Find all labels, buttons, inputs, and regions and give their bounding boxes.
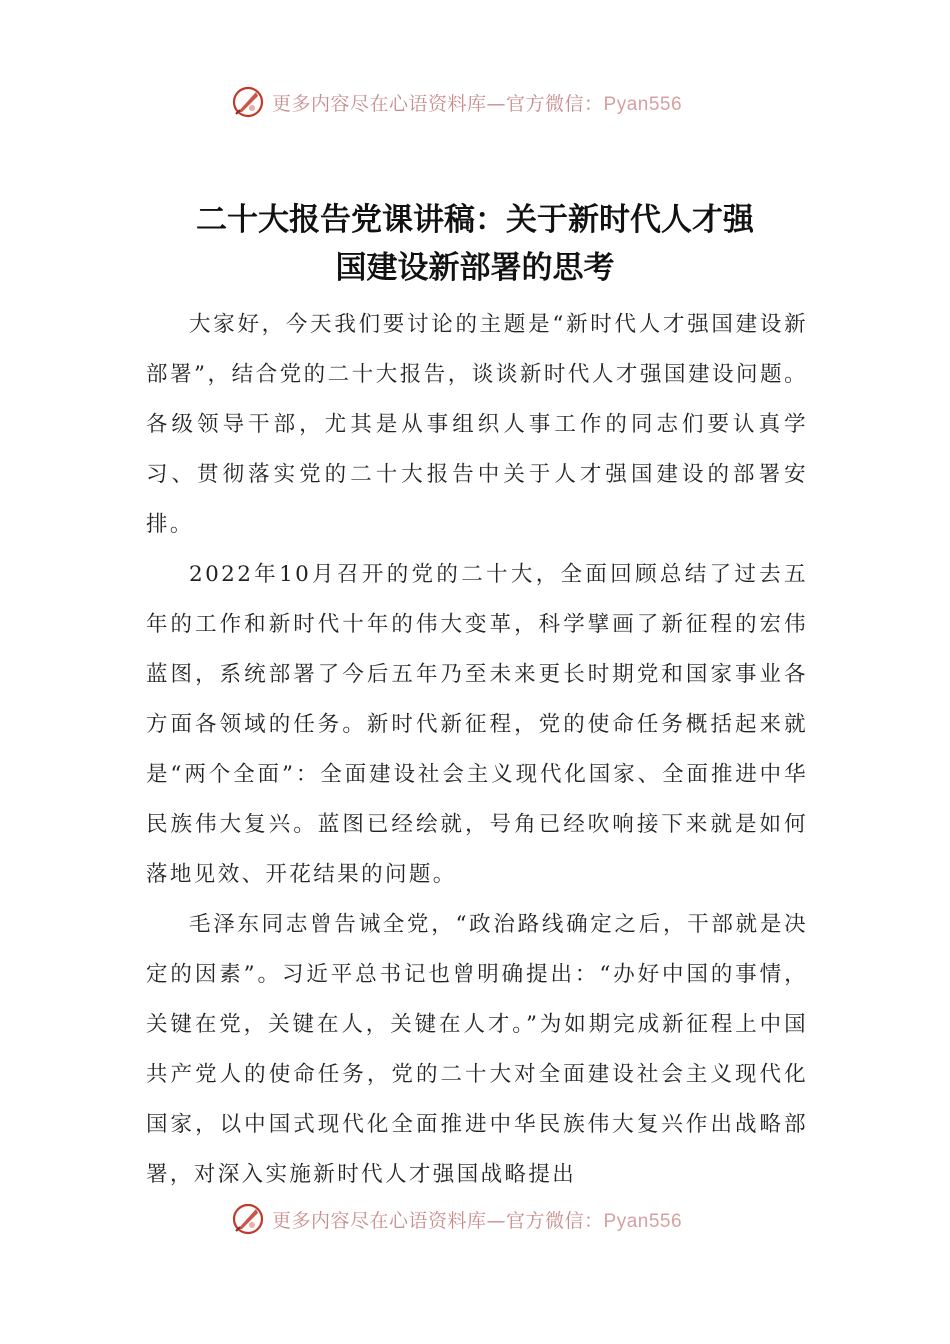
document-body (146, 300, 808, 1200)
title-line-1: 二十大报告党课讲稿：关于新时代人才强 (196, 202, 754, 238)
header-watermark (230, 82, 750, 122)
paragraph-1: 大家好，今天我们要讨论的主题是“新时代人才强国建设新部署”，结合党的二十大报告，谈谈新时代人才强国建设问题。各级领导干部，尤其是从事组织人事工作的同志们要认真学习、贯彻落实党的二十大报告中关于人才强国建设的部署安排。 (146, 312, 808, 537)
paragraph-3: 毛泽东同志曾告诫全党，“政治路线确定之后，干部就是决定的因素”。习近平总书记也曾明确提出：“办好中国的事情，关键在党，关键在人，关键在人才。”为如期完成新征程上中国共产党人的使命任务，党的二十大对全面建设社会主义现代化国家，以中国式现代化全面推进中华民族伟大复兴作出战略部署，对深入实施新时代人才强国战略提出 (146, 912, 808, 1187)
title-line-2: 国建设新部署的思考 (335, 250, 615, 286)
quill-logo-icon (230, 1202, 266, 1236)
document-title (140, 196, 810, 292)
paragraph-2: 2022年10月召开的党的二十大，全面回顾总结了过去五年的工作和新时代十年的伟大变革，科学擘画了新征程的宏伟蓝图，系统部署了今后五年乃至未来更长时期党和国家事业各方面各领域的任务。新时代新征程，党的使命任务概括起来就是“两个全面”：全面建设社会主义现代化国家、全面推进中华民族伟大复兴。蓝图已经绘就，号角已经吹响接下来就是如何落地见效、开花结果的问题。 (146, 562, 808, 887)
footer-watermark (230, 1202, 750, 1236)
watermark-text: 更多内容尽在心语资料库—官方微信：Pyan556 (272, 92, 683, 115)
quill-logo-icon (230, 84, 266, 120)
wechat-id: Pyan556 (603, 93, 683, 115)
watermark-text: 更多内容尽在心语资料库—官方微信：Pyan556 (272, 1209, 683, 1232)
wechat-id: Pyan556 (603, 1210, 683, 1232)
